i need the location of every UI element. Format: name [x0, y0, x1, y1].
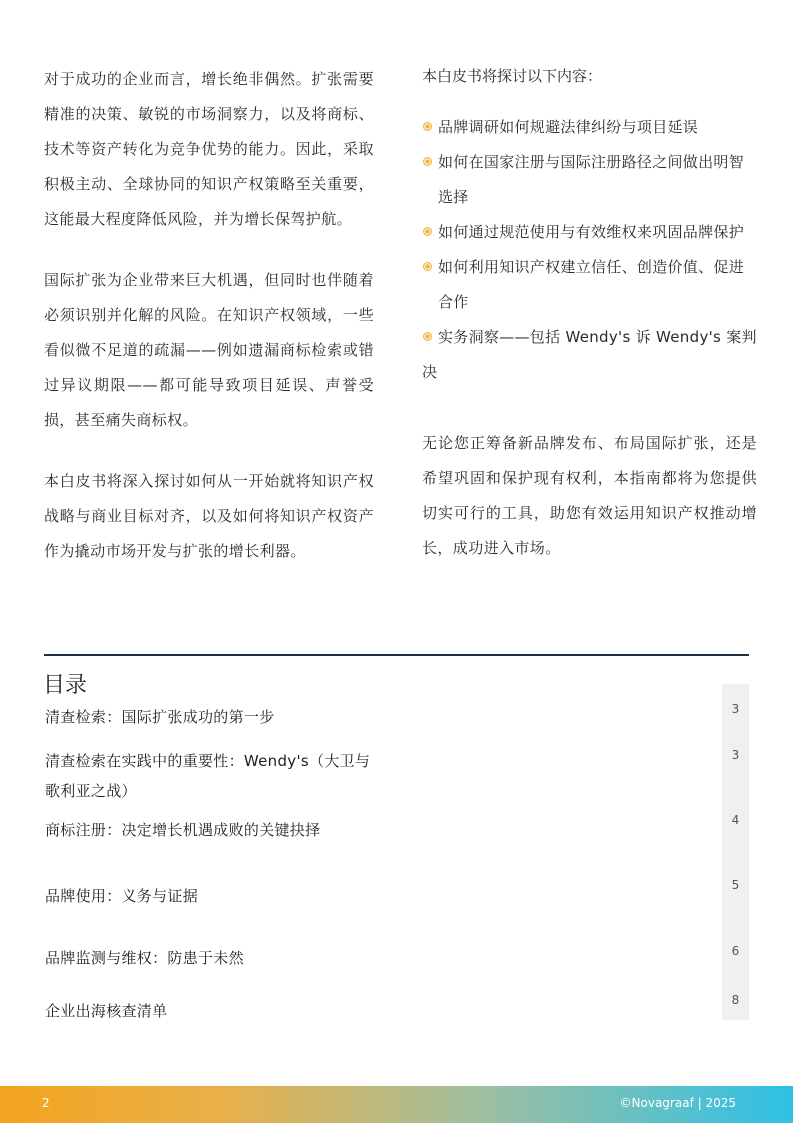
toc-entry-label: 品牌使用：义务与证据: [45, 887, 199, 905]
toc-entry[interactable]: [45, 881, 380, 911]
body-paragraph-2: 国际扩张为企业带来巨大机遇，但同时也伴随着必须识别并化解的风险。在知识产权领域，一些看似微不足道的疏漏——例如遗漏商标检索或错过异议期限——都可能导致项目延误、声誉受损，甚至痛失商标权。: [44, 271, 374, 429]
list-item-text: 如何利用知识产权建立信任、创造价值、促进合作: [438, 258, 745, 311]
toc-entry[interactable]: [45, 943, 380, 973]
toc-entry-label: 商标注册：决定增长机遇成败的关键抉择: [45, 821, 321, 839]
bullet-dot-icon: [423, 332, 432, 341]
toc-entry[interactable]: [45, 815, 380, 845]
bullet-dot-icon: [423, 227, 432, 236]
topics-list: [422, 110, 757, 390]
toc-entry-label: 品牌监测与维权：防患于未然: [45, 949, 244, 967]
toc-entry-label: 企业出海核查清单: [45, 1002, 168, 1020]
list-item-text: 如何在国家注册与国际注册路径之间做出明智选择: [438, 153, 745, 206]
toc-page-number: 8: [731, 993, 740, 1007]
list-item: [422, 250, 757, 320]
toc-page-number: 3: [731, 702, 740, 716]
toc-title: 目录: [43, 673, 88, 698]
list-item-text: 实务洞察——包括 Wendy's 诉 Wendy's 案判决: [422, 328, 757, 381]
footer-copyright: ©Novagraaf | 2025: [619, 1096, 736, 1110]
section-divider: [44, 654, 749, 656]
bullet-dot-icon: [423, 157, 432, 166]
closing-paragraph: 无论您正筹备新品牌发布、布局国际扩张，还是希望巩固和保护现有权利，本指南都将为您提供切实可行的工具，助您有效运用知识产权推动增长，成功进入市场。: [422, 434, 757, 557]
list-item: [422, 215, 757, 250]
list-item-text: 如何通过规范使用与有效维权来巩固品牌保护: [438, 223, 745, 241]
toc-page-number: 6: [731, 944, 740, 958]
list-item: [422, 320, 757, 390]
toc-entry-label: 清查检索在实践中的重要性：Wendy's（大卫与歌利亚之战）: [45, 752, 371, 800]
footer-page-number: 2: [42, 1096, 50, 1110]
footer-bar: [0, 1086, 793, 1123]
list-item: [422, 110, 757, 145]
list-item-text: 品牌调研如何规避法律纠纷与项目延误: [438, 118, 699, 136]
left-column: [44, 62, 374, 569]
toc-entry[interactable]: [45, 702, 380, 732]
body-paragraph-1: 对于成功的企业而言，增长绝非偶然。扩张需要精准的决策、敏锐的市场洞察力，以及将商标、技术等资产转化为竞争优势的能力。因此，采取积极主动、全球协同的知识产权策略至关重要，这能最大程度降低风险，并为增长保驾护航。: [44, 70, 374, 228]
bullets-intro: 本白皮书将探讨以下内容：: [422, 67, 603, 85]
body-paragraph-3: 本白皮书将深入探讨如何从一开始就将知识产权战略与商业目标对齐，以及如何将知识产权资产作为撬动市场开发与扩张的增长利器。: [44, 472, 374, 560]
toc-page-column: [722, 684, 749, 1020]
toc-page-number: 4: [731, 813, 740, 827]
bullet-dot-icon: [423, 262, 432, 271]
toc-entry-label: 清查检索：国际扩张成功的第一步: [45, 708, 275, 726]
toc-entry[interactable]: [45, 746, 380, 806]
toc-page-number: 5: [731, 878, 740, 892]
list-item: [422, 145, 757, 215]
toc-entry[interactable]: [45, 996, 380, 1026]
toc-page-number: 3: [731, 748, 740, 762]
bullet-dot-icon: [423, 122, 432, 131]
right-column: [422, 62, 757, 566]
